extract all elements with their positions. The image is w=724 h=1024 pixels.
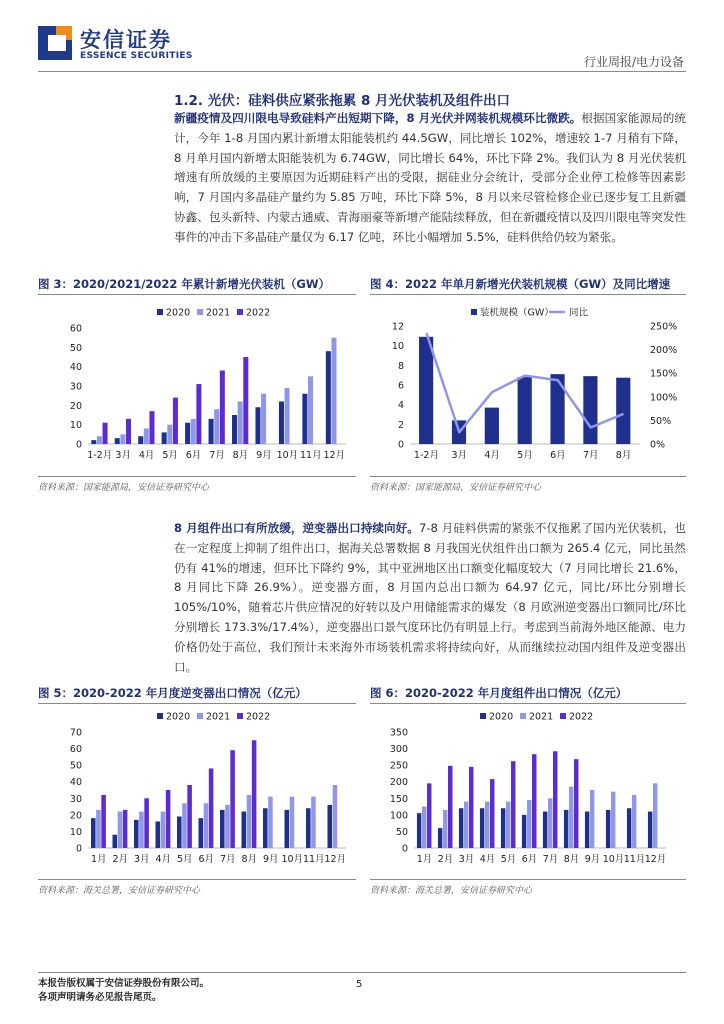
fig5-chart <box>38 708 356 874</box>
bar-2020-6月 <box>522 815 526 848</box>
x-tick-label: 7月 <box>209 450 225 461</box>
legend-swatch-2020 <box>480 713 486 719</box>
x-tick-label: 11月 <box>300 450 322 461</box>
x-tick-label: 7月 <box>219 854 236 865</box>
bar-2021-1月 <box>422 807 426 848</box>
legend-label: 2020 <box>166 711 191 723</box>
x-tick-label: 5月 <box>162 450 178 461</box>
fig6-title: 图 6：2020-2022 年月度组件出口情况（亿元） <box>370 686 628 700</box>
footer-disclaimer <box>38 977 209 1005</box>
legend-label: 装机规模（GW） <box>480 307 554 319</box>
fig4-source-rule <box>370 476 686 477</box>
legend-label: 2020 <box>166 307 191 319</box>
bar-2022-2月 <box>448 766 452 848</box>
bar-2022-4月 <box>149 411 154 444</box>
bar-装机规模（GW）-6月 <box>550 374 564 444</box>
x-tick-label: 6月 <box>521 854 538 865</box>
bar-2020-12月 <box>328 805 333 848</box>
bar-2022-6月 <box>209 768 214 848</box>
bar-2020-3月 <box>134 820 139 848</box>
x-tick-label: 6月 <box>198 854 215 865</box>
bar-2020-4月 <box>138 436 143 444</box>
y-tick-label: 40 <box>69 362 82 374</box>
bar-2020-9月 <box>255 407 260 444</box>
bar-2022-7月 <box>553 751 557 848</box>
y-tick-label: 10 <box>391 341 404 353</box>
bar-2022-8月 <box>252 740 257 848</box>
bar-2021-10月 <box>611 792 615 848</box>
legend-swatch-2021 <box>520 713 526 719</box>
logo-english-name: ESSENCE SECURITIES <box>80 51 193 61</box>
x-tick-label: 6月 <box>550 450 566 461</box>
y-tick-label: 2 <box>397 419 404 431</box>
x-tick-label: 3月 <box>458 854 475 865</box>
x-tick-label: 10月 <box>281 854 304 865</box>
x-tick-label: 1月 <box>90 854 107 865</box>
bar-2021-11月 <box>311 797 316 848</box>
bar-2021-7月 <box>214 409 219 444</box>
legend-label: 2021 <box>206 711 231 723</box>
fig4-source: 资料来源：国家能源局，安信证券研究中心 <box>370 483 542 493</box>
y-tick-label: 300 <box>389 744 408 756</box>
bar-2020-9月 <box>585 812 589 848</box>
bar-2021-9月 <box>261 394 266 444</box>
bar-2021-3月 <box>464 802 468 848</box>
bar-2021-8月 <box>569 787 573 848</box>
bar-2022-1-2月 <box>103 423 108 444</box>
bar-2022-5月 <box>511 761 515 848</box>
bar-2020-1-2月 <box>91 440 96 444</box>
bar-2020-12月 <box>648 812 652 848</box>
bar-2021-3月 <box>139 812 144 848</box>
bar-2020-6月 <box>199 818 204 848</box>
y-tick-label: 0 <box>75 843 82 855</box>
legend-swatch-2021 <box>197 713 203 719</box>
x-tick-label: 5月 <box>517 450 533 461</box>
legend-label: 2021 <box>206 307 231 319</box>
bar-2021-4月 <box>485 802 489 848</box>
bar-2020-8月 <box>242 812 247 848</box>
bar-2020-6月 <box>185 423 190 444</box>
report-category: 行业周报/电力设备 <box>583 55 684 69</box>
x-tick-label: 6月 <box>185 450 202 461</box>
x-tick-label: 9月 <box>584 854 601 865</box>
x-tick-label: 1-2月 <box>413 450 439 461</box>
y-tick-label: 70 <box>69 727 82 739</box>
paragraph-lead: 8 月组件出口有所放缓，逆变器出口持续向好。 <box>174 521 419 535</box>
y-tick-label: 350 <box>389 727 408 739</box>
bar-装机规模（GW）-4月 <box>485 408 499 444</box>
paragraph-body: 根据国家能源局的统计，今年 1-8 月国内累计新增太阳能装机约 44.5GW，同比增长 102%，增速较 1-7 月稍有下降，8 月单月国内新增太阳能装机为 6.74GW，同比增长 64%，环比下降 2%。我们认为 8 月光伏装机增速有所放缓的主要原因为近期硅料产出的受限，据硅业分会统计，受部分企业停工检修等因素影响，7 月国内多晶硅产量约为 5.85 万吨，环比下降 5%，8 月以来尽管检修企业已逐步复工且新疆协鑫、包头新特、内蒙古通威、青海丽豪等新增产能陆续释放，但在新疆疫情以及四川限电等突发性事件的冲击下多晶硅产量仅为 6.17 亿吨，环比小幅增加 5.5%，硅料供给仍较为紧张。 <box>174 111 686 244</box>
bar-2022-1月 <box>101 795 106 848</box>
x-tick-label: 5月 <box>500 854 517 865</box>
legend-swatch-2020 <box>157 309 163 315</box>
y2-tick-label: 50% <box>650 415 672 427</box>
x-tick-label: 5月 <box>176 854 193 865</box>
bar-2020-3月 <box>459 808 463 848</box>
bar-2022-6月 <box>532 754 536 848</box>
y-tick-label: 6 <box>397 380 404 392</box>
fig6-source-rule <box>370 879 686 880</box>
logo-mark-icon <box>38 26 72 60</box>
bar-2022-4月 <box>166 790 171 848</box>
bar-2020-5月 <box>177 817 182 848</box>
bar-2021-3月 <box>120 434 125 444</box>
bar-2020-1月 <box>417 813 421 848</box>
fig3-title: 图 3：2020/2021/2022 年累计新增光伏装机（GW） <box>38 277 331 291</box>
y-tick-label: 8 <box>397 360 404 372</box>
paragraph-body: 7-8 月硅料供需的紧张不仅拖累了国内光伏装机，也在一定程度上抑制了组件出口，据海关总署数据 8 月我国光伏组件出口额为 265.4 亿元，同比虽然仍有 41%的增速，但环比下降约 9%，其中亚洲地区出口额变化幅度较大（7 月同比增长 21.6%，8 月同比下降 26.9%）。逆变器方面，8 月国内总出口额为 64.97 亿元，同比/环比分别增长 105%/10%，随着芯片供应情况的好转以及户用储能需求的爆发（8 月欧洲逆变器出口额同比/环比分别增长 173.3%/17.4%），逆变器出口景气度环比仍有明显上行。考虑到当前海外地区能源、电力价格仍处于高位，我们预计未来海外市场装机需求将持续向好，从而继续拉动国内组件及逆变器出口。 <box>174 521 687 674</box>
x-tick-label: 3月 <box>451 450 468 461</box>
bar-2020-11月 <box>302 394 307 444</box>
x-tick-label: 10月 <box>602 854 625 865</box>
y-tick-label: 0 <box>75 439 82 451</box>
fig4-chart <box>370 304 686 470</box>
y-tick-label: 10 <box>69 826 82 838</box>
bar-2022-3月 <box>144 798 149 848</box>
bar-2021-6月 <box>527 800 531 848</box>
bar-2021-12月 <box>331 338 336 444</box>
fig4-svg <box>370 304 686 470</box>
y-tick-label: 50 <box>69 760 82 772</box>
bar-2021-5月 <box>506 802 510 848</box>
legend-swatch-2020 <box>157 713 163 719</box>
fig3-title-rule <box>38 294 356 295</box>
bar-2020-10月 <box>606 810 610 848</box>
paragraph-pv-installation <box>174 109 686 287</box>
x-tick-label: 12月 <box>324 854 347 865</box>
bar-2022-1月 <box>427 783 431 848</box>
x-tick-label: 8月 <box>232 450 249 461</box>
fig3-chart <box>38 304 356 470</box>
bar-2020-7月 <box>220 810 225 848</box>
x-tick-label: 8月 <box>615 450 632 461</box>
x-tick-label: 2月 <box>437 854 454 865</box>
legend-swatch-2022 <box>237 713 243 719</box>
bar-2020-2月 <box>113 835 118 848</box>
bar-2022-8月 <box>574 759 578 848</box>
fig3-source-rule <box>38 476 356 477</box>
fig6-source: 资料来源：海关总署，安信证券研究中心 <box>370 886 533 896</box>
fig6-svg <box>370 708 686 874</box>
fig5-title: 图 5：2020-2022 年月度逆变器出口情况（亿元） <box>38 686 307 700</box>
legend-swatch-2022 <box>237 309 243 315</box>
legend-swatch-2022 <box>560 713 566 719</box>
bar-2020-1月 <box>91 818 96 848</box>
y-tick-label: 4 <box>397 400 404 412</box>
bar-2020-5月 <box>501 808 505 848</box>
x-tick-label: 4月 <box>155 854 172 865</box>
fig6-title-rule <box>370 703 686 704</box>
y-tick-label: 40 <box>69 777 82 789</box>
fig5-title-rule <box>38 703 356 704</box>
bar-2022-7月 <box>230 750 235 848</box>
section-title: 1.2. 光伏：硅料供应紧张拖累 8 月光伏装机及组件出口 <box>174 93 511 109</box>
bar-2020-11月 <box>306 808 311 848</box>
logo-chinese-name: 安信证券 <box>80 28 172 52</box>
bar-2022-8月 <box>243 357 248 444</box>
bar-2020-12月 <box>326 351 331 444</box>
bar-2021-5月 <box>182 803 187 848</box>
y-tick-label: 30 <box>69 793 82 805</box>
legend-label: 2022 <box>246 307 271 319</box>
bar-2020-10月 <box>279 401 284 444</box>
bar-2021-7月 <box>548 798 552 848</box>
x-tick-label: 4月 <box>479 854 496 865</box>
y-tick-label: 50 <box>69 342 82 354</box>
bar-2021-2月 <box>443 810 447 848</box>
bar-2021-11月 <box>308 376 313 444</box>
x-tick-label: 4月 <box>138 450 155 461</box>
bar-2020-8月 <box>564 810 568 848</box>
x-tick-label: 8月 <box>563 854 580 865</box>
footer-copyright: 本报告版权属于安信证券股份有限公司。 <box>38 978 210 989</box>
y2-tick-label: 250% <box>650 321 678 333</box>
bar-2020-4月 <box>480 808 484 848</box>
legend-label: 2020 <box>489 711 514 723</box>
bar-装机规模（GW）-8月 <box>616 378 630 444</box>
x-tick-label: 12月 <box>644 854 667 865</box>
bar-2021-5月 <box>167 425 172 444</box>
footer-divider <box>38 972 686 973</box>
company-logo <box>38 20 218 66</box>
bar-2021-12月 <box>333 785 338 848</box>
bar-2020-8月 <box>232 415 237 444</box>
fig4-title: 图 4：2022 年单月新增光伏装机规模（GW）及同比增速 <box>370 277 671 291</box>
x-tick-label: 1月 <box>416 854 433 865</box>
x-tick-label: 12月 <box>323 450 346 461</box>
y-tick-label: 250 <box>389 760 408 772</box>
page-number: 5 <box>356 979 363 990</box>
bar-装机规模（GW）-7月 <box>583 376 597 444</box>
bar-2020-4月 <box>156 821 161 848</box>
y-tick-label: 50 <box>395 826 408 838</box>
bar-2021-2月 <box>118 812 123 848</box>
bar-2022-4月 <box>490 779 494 848</box>
x-tick-label: 11月 <box>623 854 646 865</box>
paragraph-lead: 新疆疫情及四川限电导致硅料产出短期下降，8 月光伏并网装机规模环比微跌。 <box>174 111 582 125</box>
bar-装机规模（GW）-1-2月 <box>419 337 433 444</box>
bar-2022-7月 <box>220 371 225 444</box>
bar-2020-9月 <box>263 808 268 848</box>
bar-2021-10月 <box>285 388 290 444</box>
bar-2021-4月 <box>161 812 166 848</box>
fig3-source: 资料来源：国家能源局，安信证券研究中心 <box>38 483 210 493</box>
x-tick-label: 3月 <box>133 854 150 865</box>
y-tick-label: 30 <box>69 381 82 393</box>
x-tick-label: 7月 <box>542 854 559 865</box>
y-tick-label: 20 <box>69 400 82 412</box>
y-tick-label: 10 <box>69 420 82 432</box>
y-tick-label: 60 <box>69 323 82 335</box>
bar-2022-5月 <box>173 398 178 444</box>
fig5-svg <box>38 708 356 874</box>
bar-2021-10月 <box>290 797 295 848</box>
bar-2020-7月 <box>543 812 547 848</box>
bar-2021-7月 <box>225 805 230 848</box>
bar-2022-3月 <box>469 767 473 848</box>
fig5-source: 资料来源：海关总署，安信证券研究中心 <box>38 886 201 896</box>
legend-swatch-装机规模（GW） <box>471 309 477 315</box>
y-tick-label: 150 <box>389 793 408 805</box>
bar-2020-11月 <box>627 808 631 848</box>
bar-2021-9月 <box>268 797 273 848</box>
bar-2021-1-2月 <box>97 436 102 444</box>
bar-2022-5月 <box>187 785 192 848</box>
bar-2022-6月 <box>196 384 201 444</box>
y-tick-label: 200 <box>389 777 408 789</box>
header-divider <box>38 71 686 72</box>
bar-2021-12月 <box>653 783 657 848</box>
y-tick-label: 60 <box>69 744 82 756</box>
x-tick-label: 3月 <box>115 450 131 461</box>
paragraph-export <box>174 519 686 679</box>
fig6-chart <box>370 708 686 874</box>
legend-label: 2022 <box>246 711 271 723</box>
bar-2020-2月 <box>438 828 442 848</box>
footer-notice: 各项声明请务必见报告尾页。 <box>38 992 162 1003</box>
y-tick-label: 0 <box>397 439 404 451</box>
y2-tick-label: 200% <box>650 345 678 357</box>
legend-label: 2022 <box>569 711 594 723</box>
x-tick-label: 4月 <box>484 450 500 461</box>
bar-2021-1月 <box>96 810 101 848</box>
fig4-title-rule <box>370 294 686 295</box>
x-tick-label: 7月 <box>582 450 599 461</box>
x-tick-label: 10月 <box>276 450 299 461</box>
bar-2020-7月 <box>209 419 214 444</box>
bar-2021-8月 <box>247 795 252 848</box>
x-tick-label: 8月 <box>241 854 258 865</box>
x-tick-label: 9月 <box>262 854 279 865</box>
bar-2020-10月 <box>285 810 290 848</box>
bar-2021-6月 <box>191 419 196 444</box>
y-tick-label: 100 <box>389 810 408 822</box>
bar-2021-6月 <box>204 803 209 848</box>
x-tick-label: 9月 <box>256 450 272 461</box>
bar-2021-9月 <box>590 790 594 848</box>
bar-2021-4月 <box>144 429 149 444</box>
bar-2021-8月 <box>238 401 243 444</box>
legend-swatch-2021 <box>197 309 203 315</box>
x-tick-label: 2月 <box>112 854 129 865</box>
bar-2022-2月 <box>123 810 128 848</box>
y-tick-label: 12 <box>391 321 404 333</box>
bar-2021-11月 <box>632 795 636 848</box>
y-tick-label: 20 <box>69 810 82 822</box>
fig5-source-rule <box>38 879 356 880</box>
bar-2022-3月 <box>126 419 131 444</box>
y-tick-label: 0 <box>401 843 408 855</box>
legend-label: 同比 <box>569 307 589 319</box>
x-tick-label: 1-2月 <box>87 450 113 461</box>
y2-tick-label: 0% <box>650 439 666 451</box>
x-tick-label: 11月 <box>302 854 325 865</box>
fig3-svg <box>38 304 356 470</box>
bar-2020-3月 <box>115 438 120 444</box>
legend-label: 2021 <box>529 711 554 723</box>
bar-2020-5月 <box>162 432 167 444</box>
y2-tick-label: 150% <box>650 368 678 380</box>
bar-装机规模（GW）-5月 <box>518 377 532 444</box>
y2-tick-label: 100% <box>650 392 678 404</box>
